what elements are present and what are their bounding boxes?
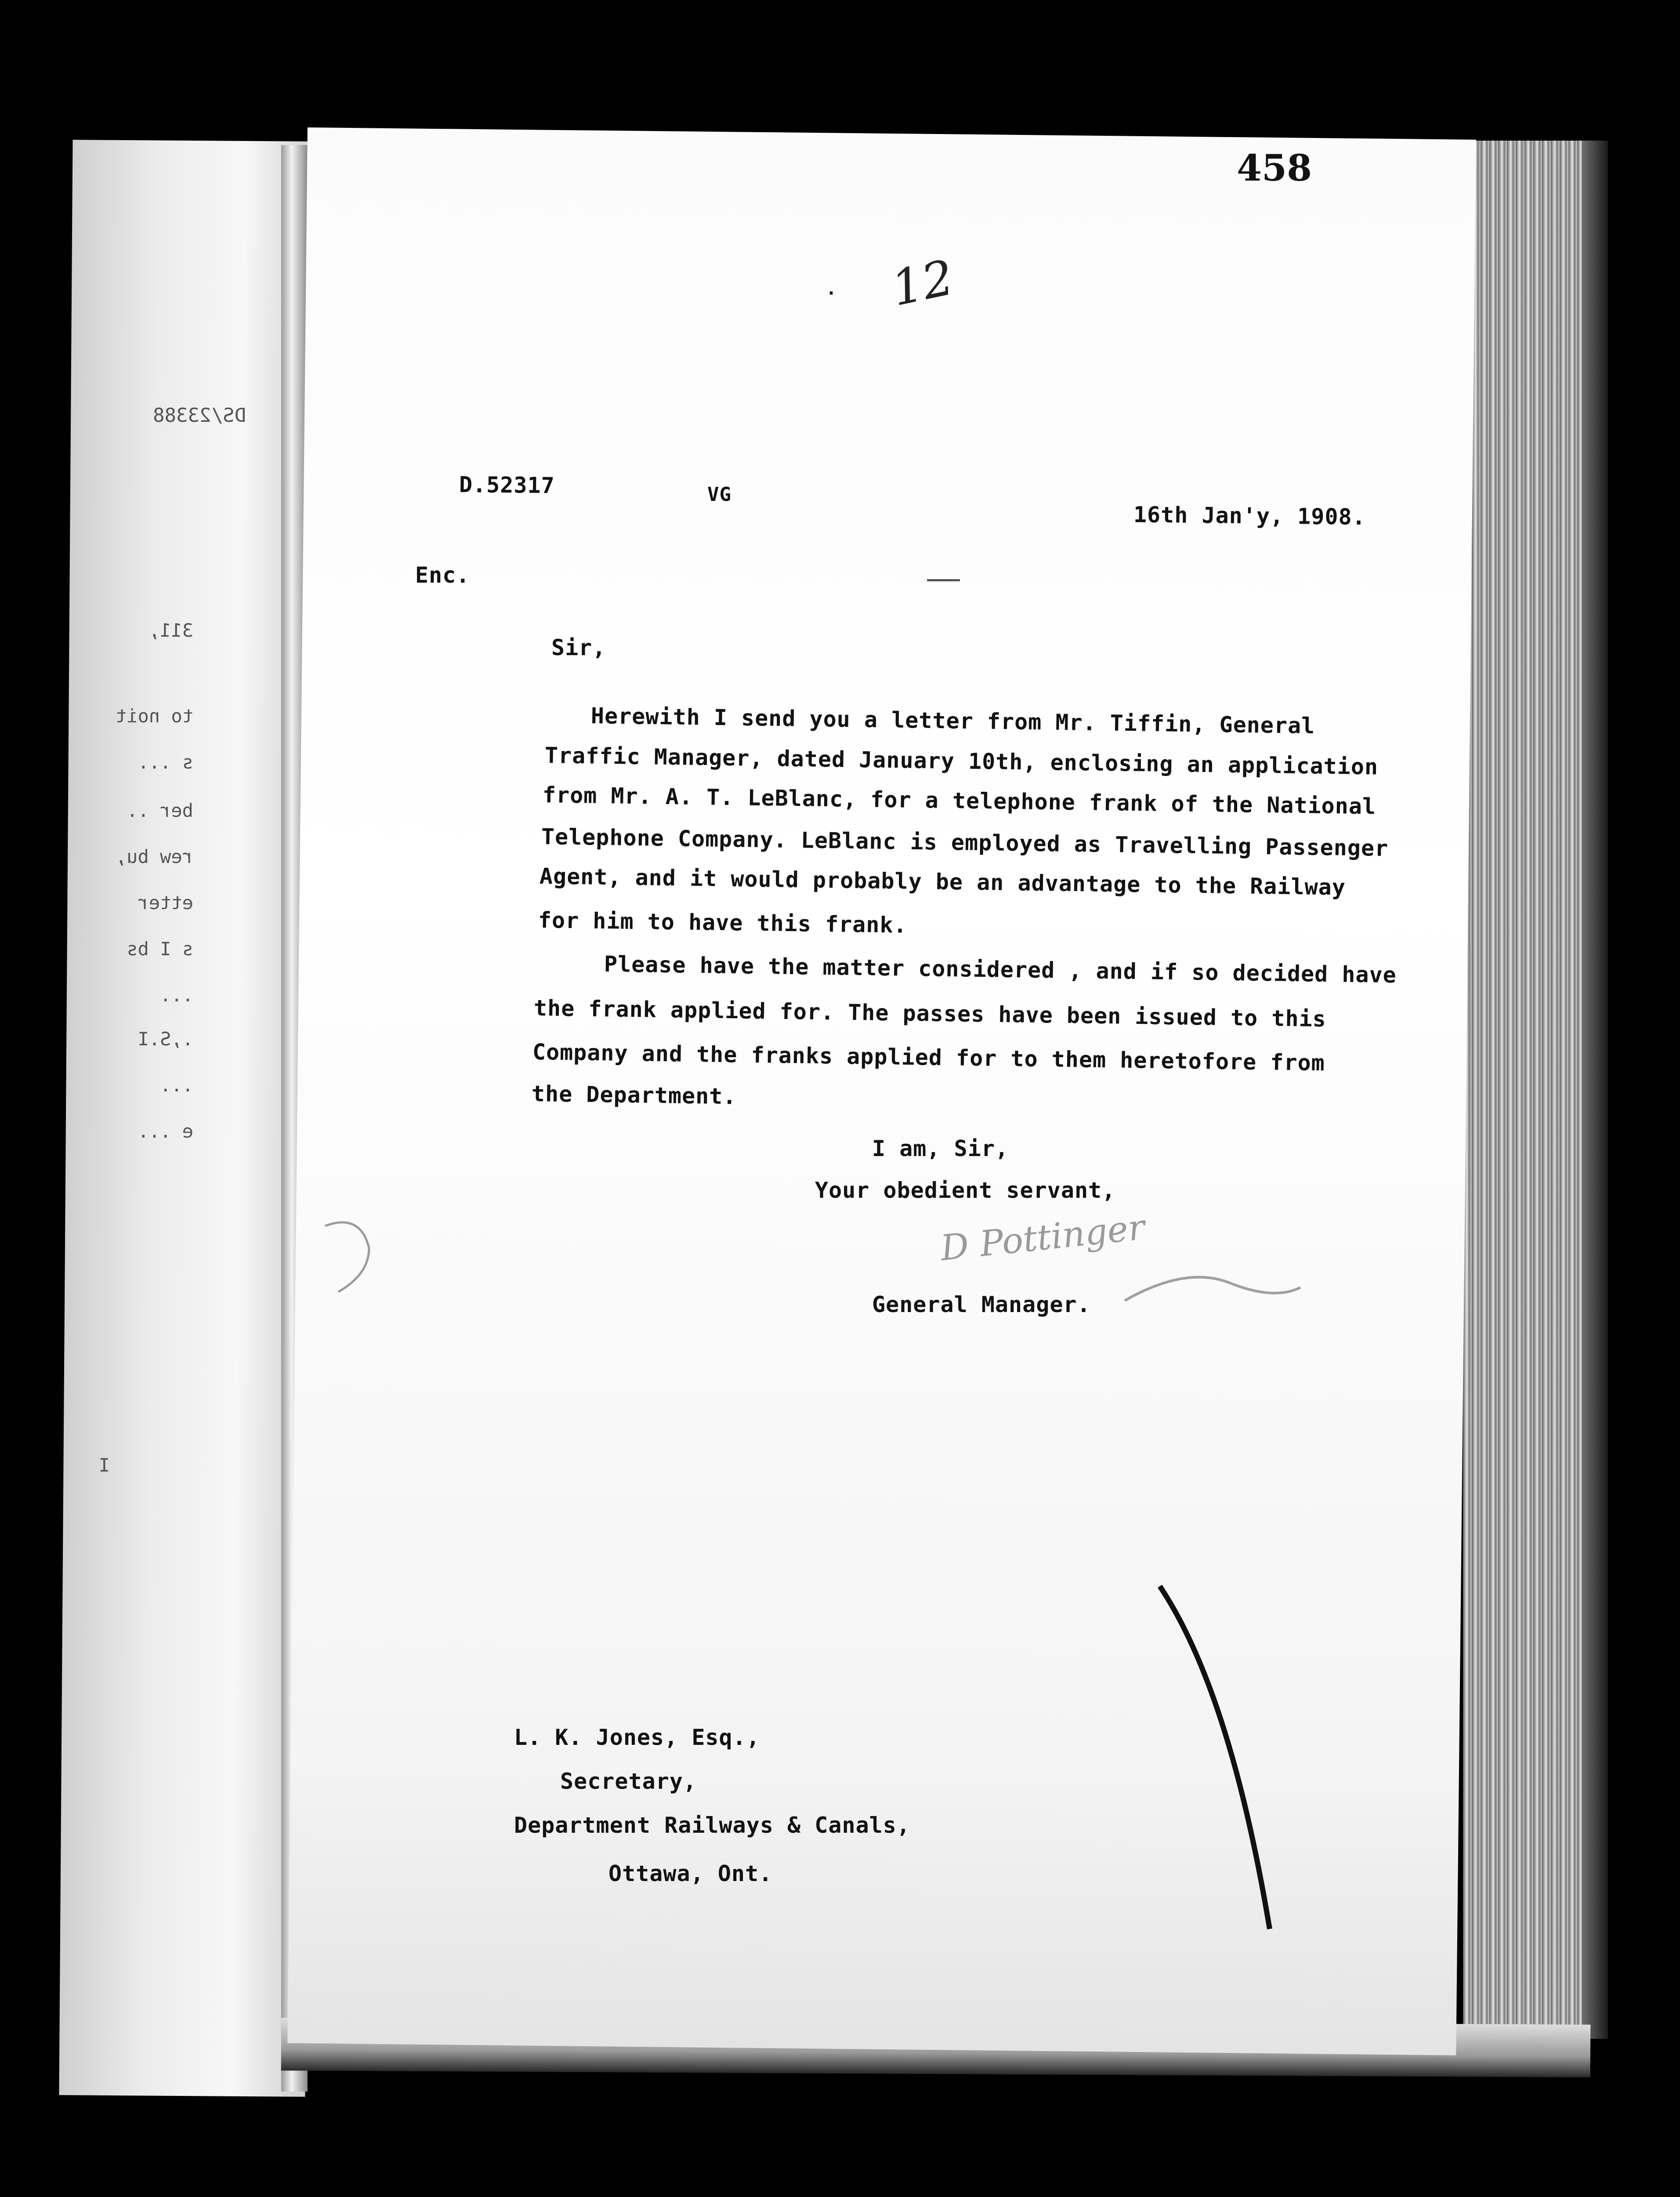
addressee-city: Ottawa, Ont. xyxy=(608,1861,773,1886)
enclosure-note: Enc. xyxy=(415,562,470,588)
closing-servant: Your obedient servant, xyxy=(815,1178,1116,1203)
paragraph-line: Please have the matter considered , and if so decided have xyxy=(604,951,1397,988)
paragraph-line: Telephone Company. LeBlanc is employed as Travelling Passenger xyxy=(541,824,1389,861)
left-page-fragment: s ... xyxy=(138,751,193,773)
salutation: Sir, xyxy=(551,635,606,660)
left-page-fragment: s I bs xyxy=(127,938,193,960)
paragraph-line: Agent, and it would probably be an advantage to the Railway xyxy=(539,863,1346,900)
paragraph-line: Company and the franks applied for to them heretofore from xyxy=(532,1039,1325,1076)
left-page-fragment: ... xyxy=(160,984,193,1006)
left-page-fragment: 311, xyxy=(148,620,193,641)
folio-number: 458 xyxy=(1237,147,1312,189)
file-reference: D.52317 xyxy=(459,471,555,499)
left-page-fragment: ber .. xyxy=(127,800,193,821)
left-page-fragment: e ... xyxy=(138,1120,193,1142)
pencil-dot: · xyxy=(826,283,837,304)
paragraph-line: the Department. xyxy=(531,1081,737,1109)
left-page-fragment: .,S.I xyxy=(138,1028,193,1050)
left-page-fragment: I xyxy=(98,1454,110,1476)
paragraph-line: from Mr. A. T. LeBlanc, for a telephone frank of the National xyxy=(542,782,1376,819)
letter-date: 16th Jan'y, 1908. xyxy=(1133,502,1366,530)
signatory-title: General Manager. xyxy=(872,1292,1091,1317)
paragraph-line: for him to have this frank. xyxy=(538,907,908,938)
paragraph-line: Herewith I send you a letter from Mr. Tiffin, General xyxy=(590,703,1315,739)
signature: D Pottinger xyxy=(938,1206,1147,1269)
left-page-header: DS/23388 xyxy=(153,404,246,427)
left-page-fragment: etter xyxy=(138,892,193,914)
left-page-fragment: rew bu, xyxy=(115,846,193,867)
addressee-department: Department Railways & Canals, xyxy=(514,1813,910,1838)
addressee-name: L. K. Jones, Esq., xyxy=(514,1725,760,1750)
left-page-fragment: ... xyxy=(160,1074,193,1096)
addressee-title: Secretary, xyxy=(560,1769,697,1794)
typist-initials: VG xyxy=(707,483,731,506)
left-page-fragment: to noit xyxy=(115,705,193,727)
closing-line: I am, Sir, xyxy=(872,1136,1009,1161)
paragraph-line: the frank applied for. The passes have been issued to this xyxy=(533,995,1327,1032)
pencil-mark: 12 xyxy=(887,249,959,317)
paragraph-line: Traffic Manager, dated January 10th, enclosing an application xyxy=(544,743,1379,780)
